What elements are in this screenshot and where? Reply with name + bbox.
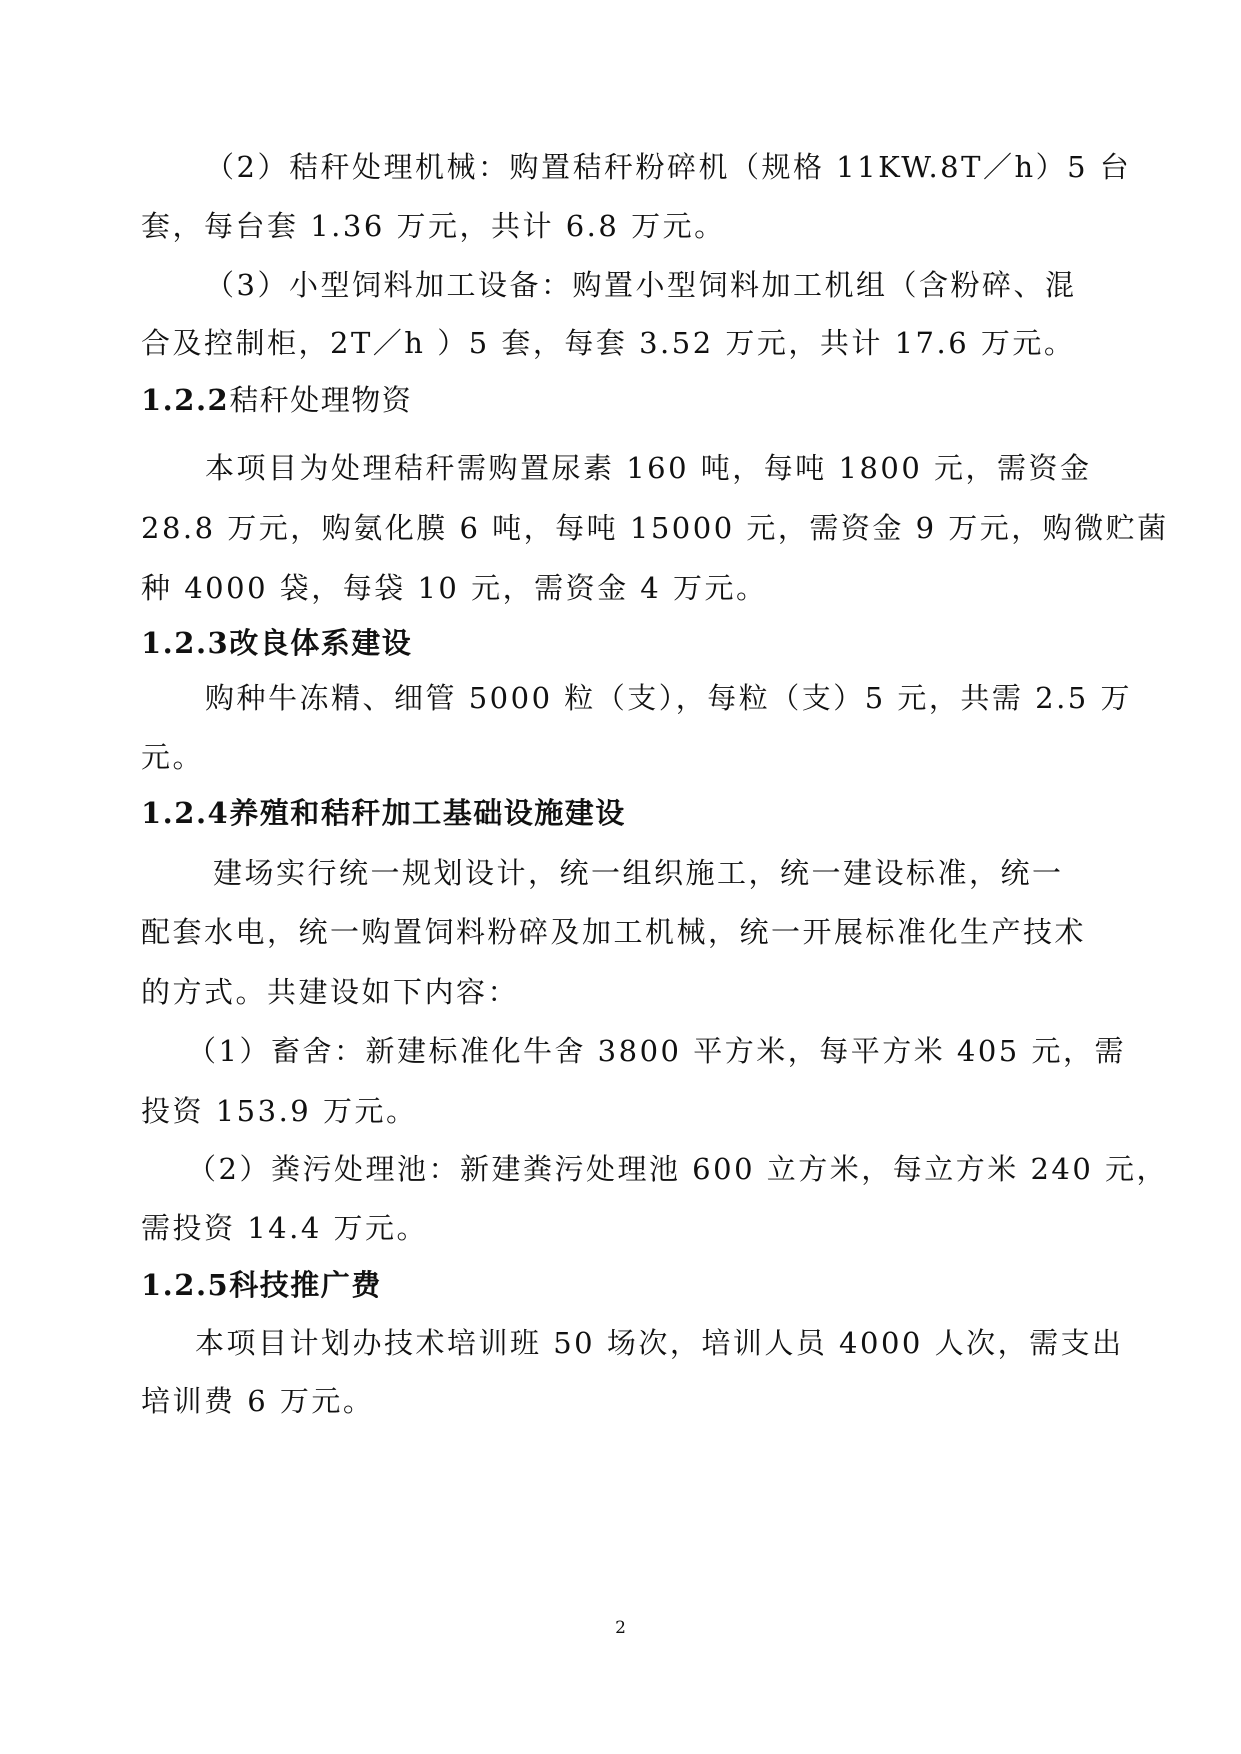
paragraph-line: 培训费 6 万元。 xyxy=(141,1384,375,1418)
paragraph-line: 合及控制柜，2T／h ）5 套，每套 3.52 万元，共计 17.6 万元。 xyxy=(141,326,1076,360)
paragraph-line: 28.8 万元，购氨化膜 6 吨，每吨 15000 元，需资金 9 万元，购微贮菌 xyxy=(141,511,1169,545)
section-number: 1.2.5 xyxy=(141,1268,230,1302)
paragraph-line: 配套水电，统一购置饲料粉碎及加工机械，统一开展标准化生产技术 xyxy=(141,915,1087,949)
paragraph-line: （1）畜舍：新建标准化牛舍 3800 平方米，每平方米 405 元，需 xyxy=(187,1034,1126,1068)
section-heading-1-2-5 xyxy=(141,1265,382,1305)
paragraph-line: （2）粪污处理池：新建粪污处理池 600 立方米，每立方米 240 元， xyxy=(187,1152,1169,1186)
paragraph-line: 购种牛冻精、细管 5000 粒（支），每粒（支）5 元，共需 2.5 万 xyxy=(205,681,1132,715)
section-number: 1.2.3 xyxy=(141,626,230,660)
section-number: 1.2.2 xyxy=(141,383,230,417)
paragraph-line: 元。 xyxy=(141,740,205,774)
section-title: 改良体系建设 xyxy=(229,626,413,660)
paragraph-line: （2）秸秆处理机械：购置秸秆粉碎机（规格 11KW.8T／h）5 台 xyxy=(205,150,1132,184)
section-title: 科技推广费 xyxy=(229,1268,382,1302)
paragraph-line: 建场实行统一规划设计，统一组织施工，统一建设标准，统一 xyxy=(213,856,1064,890)
paragraph-line: 本项目为处理秸秆需购置尿素 160 吨，每吨 1800 元，需资金 xyxy=(205,451,1092,485)
section-heading-1-2-3 xyxy=(141,623,412,663)
page-number: 2 xyxy=(615,1618,626,1638)
paragraph-line: 种 4000 袋，每袋 10 元，需资金 4 万元。 xyxy=(141,571,768,605)
section-title: 秸秆处理物资 xyxy=(229,383,413,417)
paragraph-line: 的方式。共建设如下内容： xyxy=(141,975,520,1009)
section-number: 1.2.4 xyxy=(141,796,230,830)
paragraph-line: 投资 153.9 万元。 xyxy=(141,1094,418,1128)
section-heading-1-2-2 xyxy=(141,380,412,420)
paragraph-line: 本项目计划办技术培训班 50 场次，培训人员 4000 人次，需支出 xyxy=(195,1326,1124,1360)
paragraph-line: （3）小型饲料加工设备：购置小型饲料加工机组（含粉碎、混 xyxy=(205,268,1077,302)
section-heading-1-2-4 xyxy=(141,793,626,833)
paragraph-line: 套，每台套 1.36 万元，共计 6.8 万元。 xyxy=(141,209,726,243)
paragraph-line: 需投资 14.4 万元。 xyxy=(141,1211,429,1245)
section-title: 养殖和秸秆加工基础设施建设 xyxy=(229,796,626,830)
